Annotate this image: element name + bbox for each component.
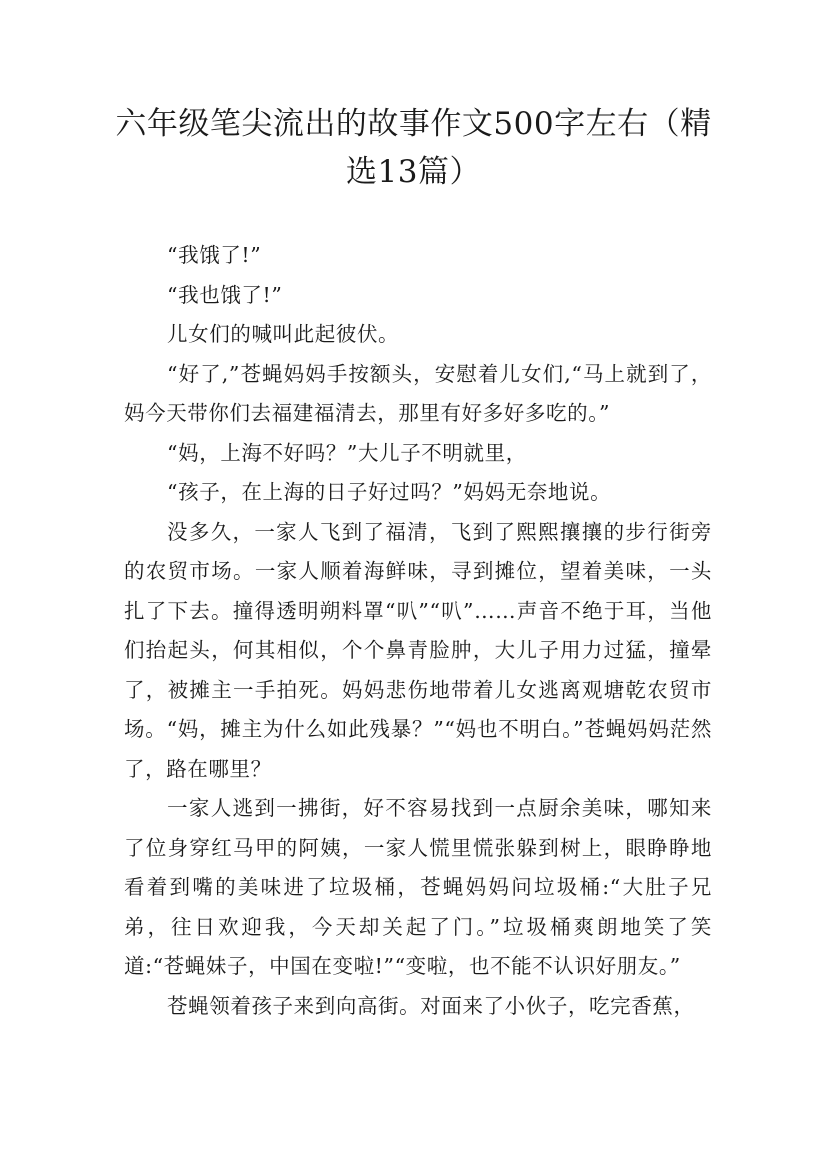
paragraph: 没多久，一家人飞到了福清，飞到了熙熙攘攘的步行街旁的农贸市场。一家人顺着海鲜味，寻到摊位，望着美味，一头扎了下去。撞得透明朔料罩“叭”“叭”……声音不绝于耳，当他们抬起头，何其相似，个个鼻青脸肿，大儿子用力过猛，撞晕了，被摊主一手拍死。妈妈悲伤地带着儿女逃离观塘乾农贸市场。“妈，摊主为什么如此残暴？”“妈也不明白。”苍蝇妈妈茫然了，路在哪里？ (124, 519, 712, 781)
paragraph: 一家人逃到一拂街，好不容易找到一点厨余美味，哪知来了位身穿红马甲的阿姨，一家人慌里慌张躲到树上，眼睁睁地看着到嘴的美味进了垃圾桶，苍蝇妈妈问垃圾桶:“大肚子兄弟，往日欢迎我，今天却关起了门。”垃圾桶爽朗地笑了笑道:“苍蝇妹子，中国在变啦!”“变啦，也不能不认识好朋友。” (124, 796, 712, 978)
paragraph: 儿女们的喊叫此起彼伏。 (167, 322, 400, 346)
paragraph: “我饿了!” (167, 243, 262, 267)
document-body (124, 236, 712, 1026)
paragraph: “好了,”苍蝇妈妈手按额头，安慰着儿女们,“马上就到了，妈今天带你们去福建福清去，那里有好多好多吃的。” (124, 361, 712, 425)
paragraph: “我也饿了!” (167, 282, 283, 307)
document-title: 六年级笔尖流出的故事作文500字左右（精选13篇） (115, 106, 712, 190)
paragraph: “妈，上海不好吗？”大儿子不明就里， (167, 440, 527, 465)
paragraph: 苍蝇领着孩子来到向高街。对面来了小伙子，吃完香蕉， (167, 993, 695, 1018)
paragraph: “孩子，在上海的日子好过吗？”妈妈无奈地说。 (167, 480, 612, 504)
